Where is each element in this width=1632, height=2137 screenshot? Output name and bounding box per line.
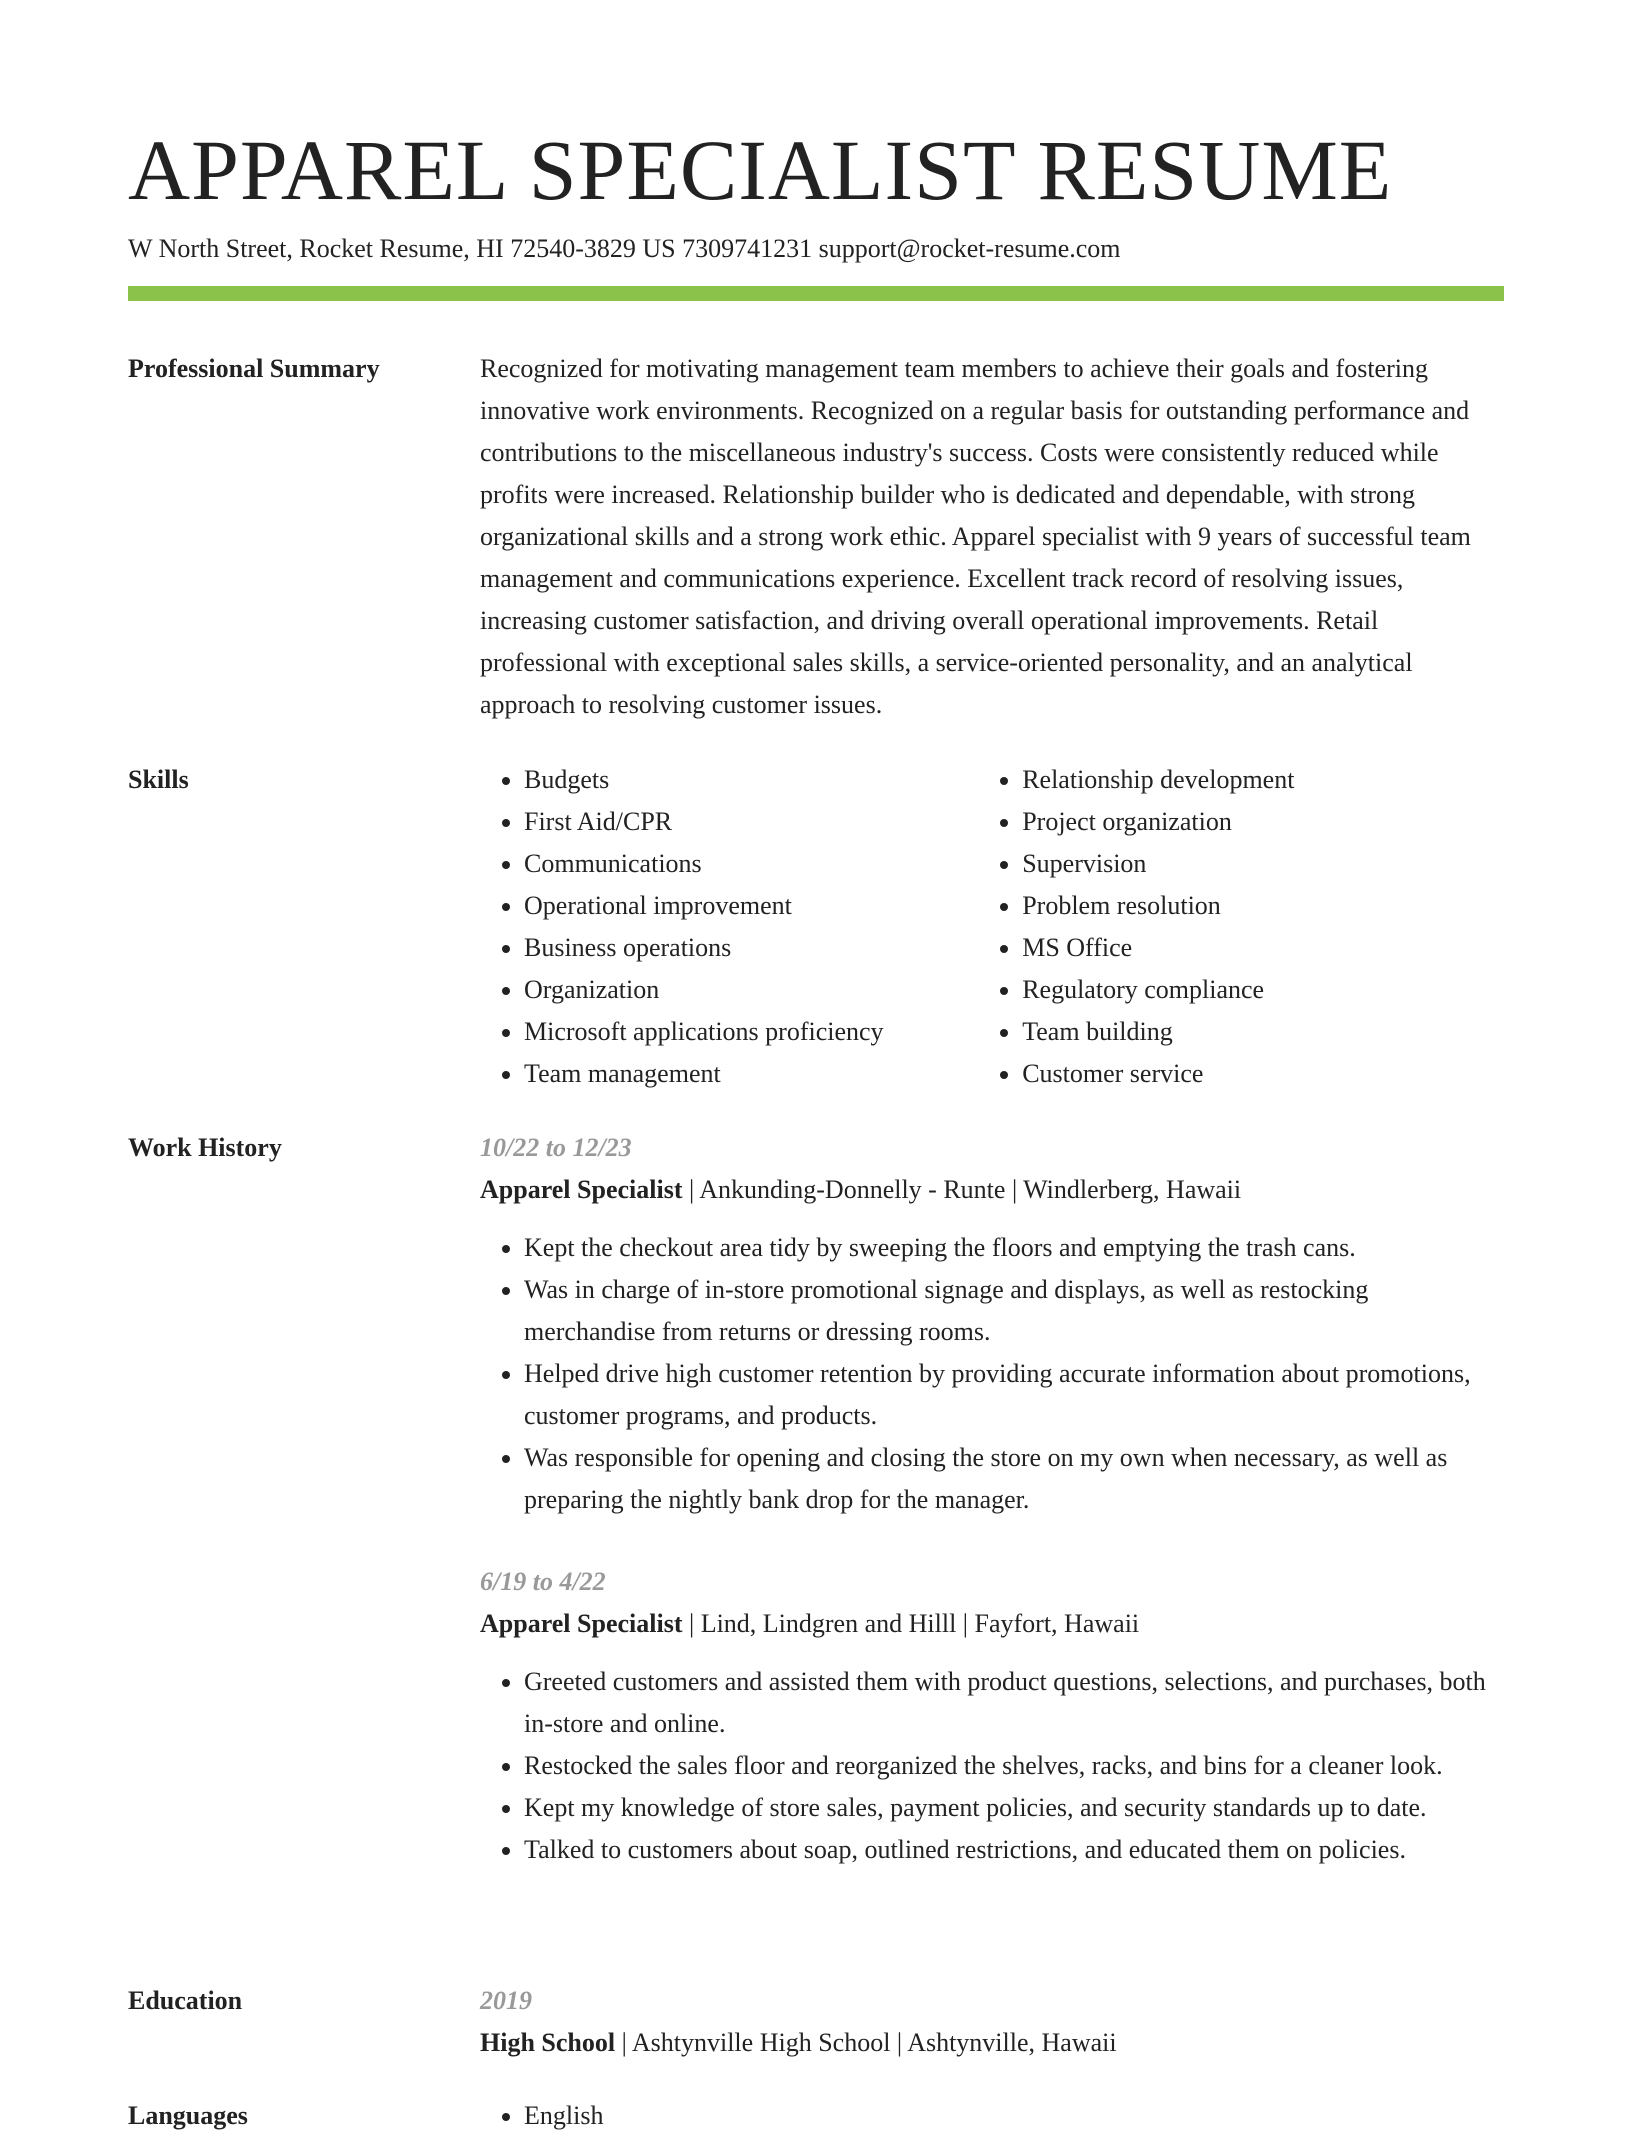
job-bullet: • Talked to customers about soap, outlined restrictions, and educated them on policies. (524, 1829, 1504, 1871)
job-dates: 10/22 to 12/23 (480, 1133, 632, 1162)
skills-list-left (480, 759, 950, 1095)
job-heading (480, 1169, 1504, 1211)
skill-item: • Relationship development (1022, 759, 1504, 801)
work-history-body (480, 1127, 1504, 1871)
job-bullet-list (480, 1661, 1504, 1871)
job-employer-location: | Lind, Lindgren and Hilll | Fayfort, Hawaii (682, 1609, 1140, 1638)
job-bullet: • Was responsible for opening and closing the store on my own when necessary, as well as preparing the nightly bank drop for the manager. (524, 1437, 1504, 1521)
contact-info: W North Street, Rocket Resume, HI 72540-3829 US 7309741231 support@rocket-resume.com (128, 234, 1121, 263)
job-dates: 6/19 to 4/22 (480, 1567, 606, 1596)
skills-columns (480, 759, 1504, 1095)
education-year: 2019 (480, 1986, 532, 2015)
language-item: • English (524, 2095, 1504, 2137)
skill-item: • Microsoft applications proficiency (524, 1011, 950, 1053)
job-entry (480, 1561, 1504, 1871)
section-label-languages: Languages (128, 2101, 248, 2130)
job-bullet: • Greeted customers and assisted them with product questions, selections, and purchases, both in-store and online. (524, 1661, 1504, 1745)
job-entry (480, 1127, 1504, 1521)
skill-item: • Supervision (1022, 843, 1504, 885)
skill-item: • Regulatory compliance (1022, 969, 1504, 1011)
skill-item: • Organization (524, 969, 950, 1011)
job-bullet-list (480, 1227, 1504, 1521)
section-label-work-history: Work History (128, 1133, 282, 1162)
skill-item: • Budgets (524, 759, 950, 801)
job-bullet: • Was in charge of in-store promotional signage and displays, as well as restocking merchandise from returns or dressing rooms. (524, 1269, 1504, 1353)
education-heading (480, 2022, 1504, 2064)
accent-divider (128, 286, 1504, 301)
job-bullet: • Restocked the sales floor and reorganized the shelves, racks, and bins for a cleaner look. (524, 1745, 1504, 1787)
skill-item: • Project organization (1022, 801, 1504, 843)
skill-item: • Business operations (524, 927, 950, 969)
job-title: Apparel Specialist (480, 1609, 683, 1638)
skill-item: • First Aid/CPR (524, 801, 950, 843)
languages-body (480, 2095, 1504, 2137)
skill-item: • MS Office (1022, 927, 1504, 969)
job-bullet: • Kept my knowledge of store sales, payment policies, and security standards up to date. (524, 1787, 1504, 1829)
section-label-summary: Professional Summary (128, 354, 380, 383)
skill-item: • Problem resolution (1022, 885, 1504, 927)
section-label-education: Education (128, 1986, 243, 2015)
skill-item: • Communications (524, 843, 950, 885)
skill-item: • Team building (1022, 1011, 1504, 1053)
skills-list-right (978, 759, 1504, 1095)
section-label-skills: Skills (128, 765, 189, 794)
languages-list (480, 2095, 1504, 2137)
job-employer-location: | Ankunding-Donnelly - Runte | Windlerberg, Hawaii (682, 1175, 1242, 1204)
education-body (480, 1980, 1504, 2064)
resume-title: APPAREL SPECIALIST RESUME (128, 122, 1393, 218)
job-bullet: • Kept the checkout area tidy by sweeping the floors and emptying the trash cans. (524, 1227, 1504, 1269)
summary-text: Recognized for motivating management team members to achieve their goals and fostering innovative work environments. Recognized on a regular basis for outstanding performance and contributions to the miscellaneous industry's success. Costs were consistently reduced while profits were increased. Relationship builder who is dedicated and dependable, with strong organizational skills and a strong work ethic. Apparel specialist with 9 years of successful team management and communications experience. Excellent track record of resolving issues, increasing customer satisfaction, and driving overall operational improvements. Retail professional with exceptional sales skills, a service-oriented personality, and an analytical approach to resolving customer issues. (480, 354, 1471, 719)
education-school-location: | Ashtynville High School | Ashtynville, Hawaii (615, 2028, 1117, 2057)
summary-body (480, 348, 1504, 726)
skill-item: • Team management (524, 1053, 950, 1095)
job-bullet: • Helped drive high customer retention by providing accurate information about promotions, customer programs, and products. (524, 1353, 1504, 1437)
job-title: Apparel Specialist (480, 1175, 683, 1204)
skill-item: • Customer service (1022, 1053, 1504, 1095)
skill-item: • Operational improvement (524, 885, 950, 927)
job-heading (480, 1603, 1504, 1645)
education-degree: High School (480, 2028, 616, 2057)
